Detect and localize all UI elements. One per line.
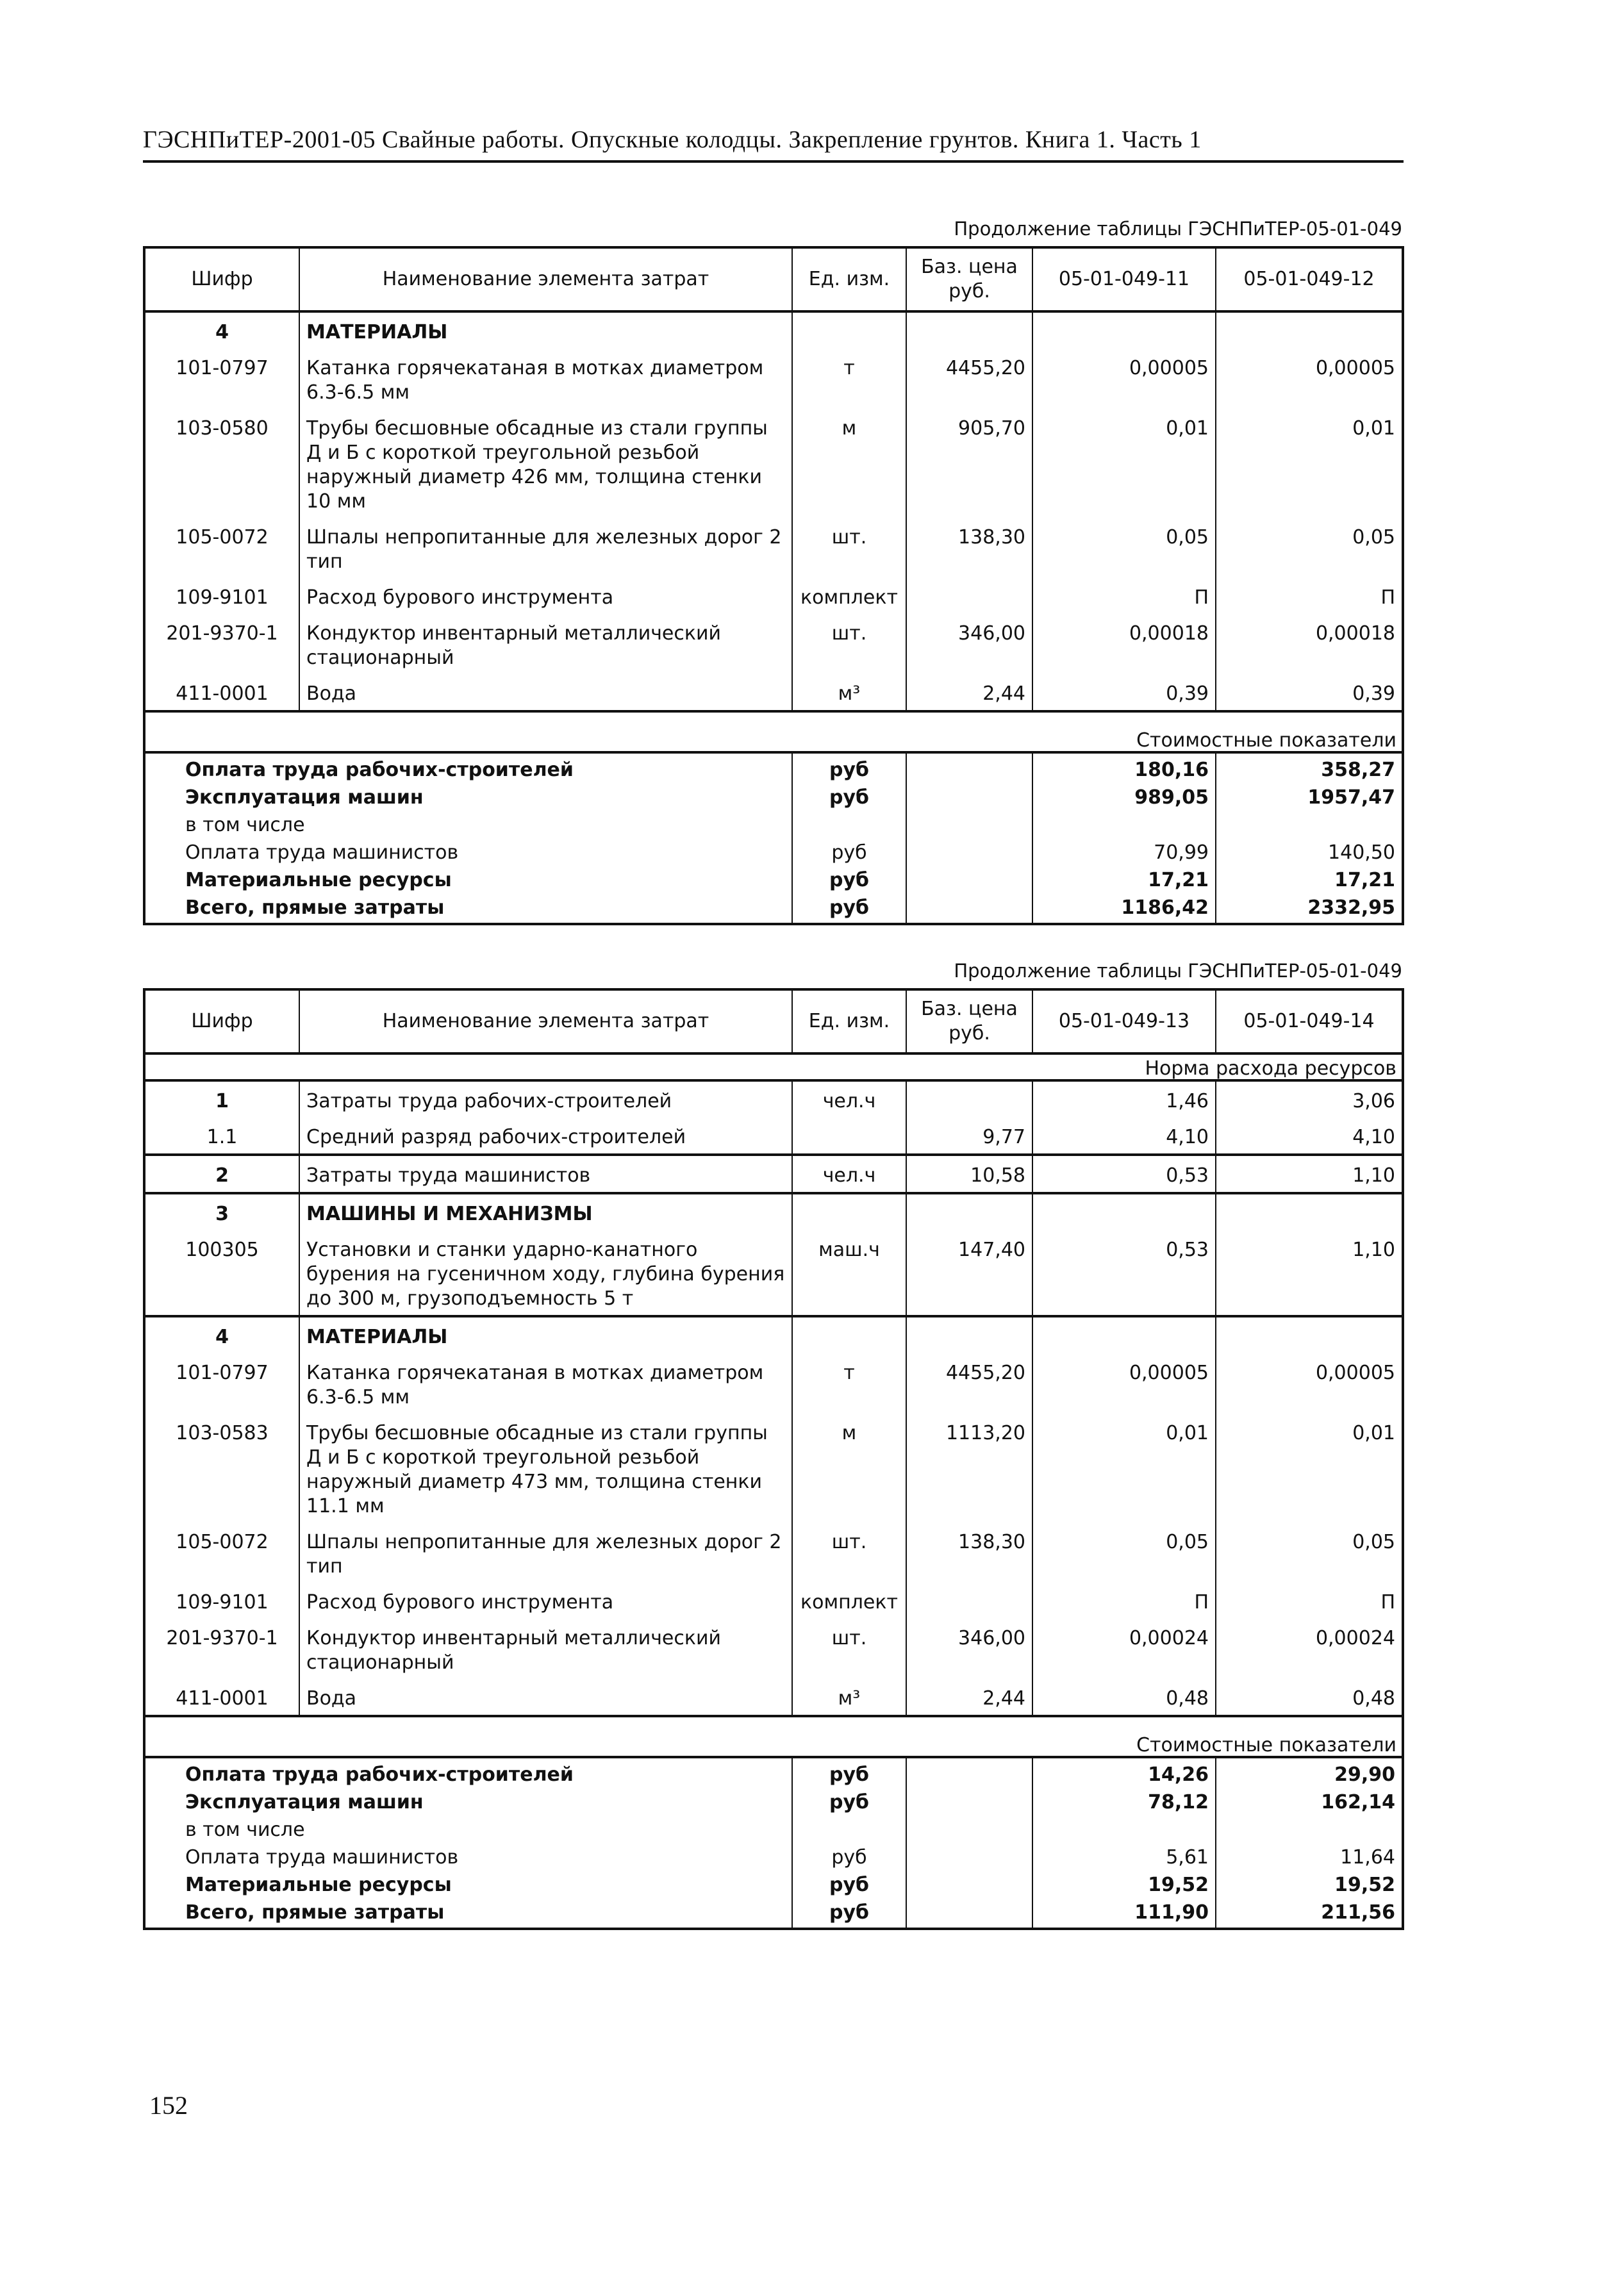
cell-v1: 1,46 bbox=[1032, 1080, 1216, 1118]
cell-price: 4455,20 bbox=[906, 349, 1032, 409]
cell-code: 105-0072 bbox=[144, 518, 299, 578]
cell-v1: 0,01 bbox=[1032, 409, 1216, 518]
cost-name: в том числе bbox=[144, 811, 792, 839]
cell-price: 2,44 bbox=[906, 1679, 1032, 1716]
cost-value-2: 29,90 bbox=[1216, 1757, 1403, 1788]
column-header: Баз. цена руб. bbox=[906, 247, 1032, 311]
cell-unit: шт. bbox=[792, 1619, 906, 1679]
cell-v2: 0,00024 bbox=[1216, 1619, 1403, 1679]
cost-price bbox=[906, 1899, 1032, 1929]
cell-name: Катанка горячекатаная в мотках диаметром 6.3-6.5 мм bbox=[299, 1353, 792, 1414]
cell-name: Кондуктор инвентарный металлический стационарный bbox=[299, 614, 792, 674]
cost-row bbox=[144, 1788, 1403, 1816]
table-row bbox=[144, 674, 1403, 711]
cell-name: Затраты труда рабочих-строителей bbox=[299, 1080, 792, 1118]
cell-unit: шт. bbox=[792, 1523, 906, 1583]
cost-label-row bbox=[144, 711, 1403, 752]
column-header: Шифр bbox=[144, 247, 299, 311]
cost-price bbox=[906, 894, 1032, 924]
column-header: Шифр bbox=[144, 989, 299, 1053]
cost-unit: руб bbox=[792, 1871, 906, 1899]
cost-row bbox=[144, 811, 1403, 839]
cost-name: Всего, прямые затраты bbox=[144, 894, 792, 924]
cell-v1: 0,48 bbox=[1032, 1679, 1216, 1716]
cost-row bbox=[144, 894, 1403, 924]
cell-price: 346,00 bbox=[906, 1619, 1032, 1679]
resource-table-2 bbox=[143, 988, 1404, 1930]
cell-v2: 4,10 bbox=[1216, 1118, 1403, 1155]
cost-price bbox=[906, 1757, 1032, 1788]
cell-name: Расход бурового инструмента bbox=[299, 1583, 792, 1619]
table-row bbox=[144, 1155, 1403, 1193]
cell-v2 bbox=[1216, 1316, 1403, 1353]
cost-unit: руб bbox=[792, 784, 906, 811]
cell-price: 2,44 bbox=[906, 674, 1032, 711]
cell-unit: т bbox=[792, 1353, 906, 1414]
cell-price bbox=[906, 1080, 1032, 1118]
cell-v1: 0,00005 bbox=[1032, 1353, 1216, 1414]
cost-row bbox=[144, 1757, 1403, 1788]
cost-price bbox=[906, 784, 1032, 811]
cell-name: Кондуктор инвентарный металлический стационарный bbox=[299, 1619, 792, 1679]
column-header: Наименование элемента затрат bbox=[299, 247, 792, 311]
cost-row bbox=[144, 1899, 1403, 1929]
cell-v1: 0,01 bbox=[1032, 1414, 1216, 1523]
cell-v1: 0,53 bbox=[1032, 1155, 1216, 1193]
cell-code: 4 bbox=[144, 1316, 299, 1353]
cost-row bbox=[144, 1844, 1403, 1871]
table-row bbox=[144, 1080, 1403, 1118]
table-caption: Продолжение таблицы ГЭСНПиТЕР-05-01-049 bbox=[954, 960, 1402, 982]
cell-name: Затраты труда машинистов bbox=[299, 1155, 792, 1193]
table-row bbox=[144, 614, 1403, 674]
cell-name: МАТЕРИАЛЫ bbox=[299, 311, 792, 349]
cell-unit: комплект bbox=[792, 1583, 906, 1619]
cell-price: 10,58 bbox=[906, 1155, 1032, 1193]
table-row bbox=[144, 1523, 1403, 1583]
cell-code: 4 bbox=[144, 311, 299, 349]
cost-value-1 bbox=[1032, 811, 1216, 839]
table-row bbox=[144, 1679, 1403, 1716]
cell-name: Установки и станки ударно-канатного бурения на гусеничном ходу, глубина бурения до 300 м, грузоподъемность 5 т bbox=[299, 1230, 792, 1316]
cell-name: Катанка горячекатаная в мотках диаметром 6.3-6.5 мм bbox=[299, 349, 792, 409]
cost-row bbox=[144, 784, 1403, 811]
cost-row bbox=[144, 839, 1403, 866]
header-row bbox=[144, 247, 1403, 311]
cell-v2: 0,01 bbox=[1216, 1414, 1403, 1523]
cell-v1 bbox=[1032, 311, 1216, 349]
cell-v2 bbox=[1216, 311, 1403, 349]
cell-price bbox=[906, 1316, 1032, 1353]
page-number: 152 bbox=[149, 2091, 188, 2120]
cell-unit: м³ bbox=[792, 674, 906, 711]
cell-v2: П bbox=[1216, 578, 1403, 614]
cost-label-cell bbox=[144, 1716, 1403, 1757]
cost-value-2: 140,50 bbox=[1216, 839, 1403, 866]
cost-value-1: 78,12 bbox=[1032, 1788, 1216, 1816]
cost-name: Оплата труда машинистов bbox=[144, 839, 792, 866]
column-header: Ед. изм. bbox=[792, 247, 906, 311]
cell-unit: маш.ч bbox=[792, 1230, 906, 1316]
cost-value-2: 2332,95 bbox=[1216, 894, 1403, 924]
table-row bbox=[144, 578, 1403, 614]
cell-code: 101-0797 bbox=[144, 1353, 299, 1414]
cell-v1: 0,00024 bbox=[1032, 1619, 1216, 1679]
cell-code: 103-0583 bbox=[144, 1414, 299, 1523]
cost-price bbox=[906, 1816, 1032, 1844]
cost-name: Эксплуатация машин bbox=[144, 1788, 792, 1816]
cell-v2: 0,00018 bbox=[1216, 614, 1403, 674]
cell-code: 100305 bbox=[144, 1230, 299, 1316]
cell-v2: 0,39 bbox=[1216, 674, 1403, 711]
cell-v2: 0,00005 bbox=[1216, 349, 1403, 409]
cell-code: 201-9370-1 bbox=[144, 1619, 299, 1679]
cost-name: Оплата труда машинистов bbox=[144, 1844, 792, 1871]
cell-code: 109-9101 bbox=[144, 578, 299, 614]
cost-row bbox=[144, 1816, 1403, 1844]
cell-v1 bbox=[1032, 1193, 1216, 1230]
cell-v1: 0,39 bbox=[1032, 674, 1216, 711]
cost-unit: руб bbox=[792, 1844, 906, 1871]
cost-name: Всего, прямые затраты bbox=[144, 1899, 792, 1929]
column-header: Ед. изм. bbox=[792, 989, 906, 1053]
cell-price: 1113,20 bbox=[906, 1414, 1032, 1523]
table-row bbox=[144, 1353, 1403, 1414]
cost-unit: руб bbox=[792, 1757, 906, 1788]
cell-name: Шпалы непропитанные для железных дорог 2 тип bbox=[299, 518, 792, 578]
cell-v2: 0,00005 bbox=[1216, 1353, 1403, 1414]
cell-unit: т bbox=[792, 349, 906, 409]
cell-price bbox=[906, 1583, 1032, 1619]
cell-unit: комплект bbox=[792, 578, 906, 614]
cost-value-1 bbox=[1032, 1816, 1216, 1844]
norm-label-cell bbox=[144, 1053, 1403, 1080]
cell-unit bbox=[792, 311, 906, 349]
cell-name: Средний разряд рабочих-строителей bbox=[299, 1118, 792, 1155]
cell-unit: м bbox=[792, 409, 906, 518]
norm-label-row bbox=[144, 1053, 1403, 1080]
cell-code: 3 bbox=[144, 1193, 299, 1230]
cost-value-1: 17,21 bbox=[1032, 866, 1216, 894]
cell-v2: 0,48 bbox=[1216, 1679, 1403, 1716]
table-row bbox=[144, 1619, 1403, 1679]
cost-value-1: 989,05 bbox=[1032, 784, 1216, 811]
cell-v1: 0,53 bbox=[1032, 1230, 1216, 1316]
cost-value-2: 211,56 bbox=[1216, 1899, 1403, 1929]
cost-unit: руб bbox=[792, 1899, 906, 1929]
table-row bbox=[144, 1414, 1403, 1523]
header-rule bbox=[143, 160, 1404, 163]
cost-price bbox=[906, 839, 1032, 866]
cost-row bbox=[144, 1871, 1403, 1899]
cell-v2: 0,05 bbox=[1216, 518, 1403, 578]
cell-price: 147,40 bbox=[906, 1230, 1032, 1316]
norm-label: Норма расхода ресурсов bbox=[1145, 1057, 1396, 1080]
cost-label: Стоимостные показатели bbox=[1136, 1734, 1396, 1756]
cell-price: 905,70 bbox=[906, 409, 1032, 518]
cost-row bbox=[144, 866, 1403, 894]
cost-price bbox=[906, 866, 1032, 894]
table-row bbox=[144, 409, 1403, 518]
cell-v2 bbox=[1216, 1193, 1403, 1230]
cell-v1: 0,05 bbox=[1032, 518, 1216, 578]
cell-v2: 1,10 bbox=[1216, 1155, 1403, 1193]
cell-v1: 0,00005 bbox=[1032, 349, 1216, 409]
cell-code: 103-0580 bbox=[144, 409, 299, 518]
cost-value-1: 14,26 bbox=[1032, 1757, 1216, 1788]
cost-price bbox=[906, 752, 1032, 784]
cost-name: Оплата труда рабочих-строителей bbox=[144, 1757, 792, 1788]
cell-code: 105-0072 bbox=[144, 1523, 299, 1583]
section-row bbox=[144, 1193, 1403, 1230]
cell-unit bbox=[792, 1316, 906, 1353]
cell-name: Шпалы непропитанные для железных дорог 2 тип bbox=[299, 1523, 792, 1583]
cell-price: 346,00 bbox=[906, 614, 1032, 674]
cost-unit bbox=[792, 1816, 906, 1844]
cost-label: Стоимостные показатели bbox=[1136, 729, 1396, 752]
cell-unit: чел.ч bbox=[792, 1080, 906, 1118]
column-header: 05-01-049-11 bbox=[1032, 247, 1216, 311]
cost-name: Оплата труда рабочих-строителей bbox=[144, 752, 792, 784]
cost-value-1: 111,90 bbox=[1032, 1899, 1216, 1929]
cost-value-1: 70,99 bbox=[1032, 839, 1216, 866]
cell-code: 2 bbox=[144, 1155, 299, 1193]
cost-label-row bbox=[144, 1716, 1403, 1757]
cell-name: Трубы бесшовные обсадные из стали группы Д и Б с короткой треугольной резьбой наружный диаметр 473 мм, толщина стенки 11.1 мм bbox=[299, 1414, 792, 1523]
cost-value-2: 11,64 bbox=[1216, 1844, 1403, 1871]
cost-unit: руб bbox=[792, 866, 906, 894]
column-header: 05-01-049-14 bbox=[1216, 989, 1403, 1053]
cost-label-cell bbox=[144, 711, 1403, 752]
cell-code: 411-0001 bbox=[144, 1679, 299, 1716]
table-row bbox=[144, 349, 1403, 409]
cost-row bbox=[144, 752, 1403, 784]
cell-v1: 0,00018 bbox=[1032, 614, 1216, 674]
cost-value-2: 358,27 bbox=[1216, 752, 1403, 784]
cell-unit bbox=[792, 1193, 906, 1230]
cell-unit: шт. bbox=[792, 614, 906, 674]
cell-code: 1 bbox=[144, 1080, 299, 1118]
column-header: 05-01-049-12 bbox=[1216, 247, 1403, 311]
cell-price: 138,30 bbox=[906, 1523, 1032, 1583]
cost-price bbox=[906, 1844, 1032, 1871]
cell-name: Вода bbox=[299, 674, 792, 711]
cell-v2: 1,10 bbox=[1216, 1230, 1403, 1316]
header-row bbox=[144, 989, 1403, 1053]
cell-name: МАШИНЫ И МЕХАНИЗМЫ bbox=[299, 1193, 792, 1230]
cost-value-1: 180,16 bbox=[1032, 752, 1216, 784]
cell-unit: чел.ч bbox=[792, 1155, 906, 1193]
cell-v2: 0,01 bbox=[1216, 409, 1403, 518]
cost-price bbox=[906, 811, 1032, 839]
cost-value-1: 1186,42 bbox=[1032, 894, 1216, 924]
cost-value-2: 17,21 bbox=[1216, 866, 1403, 894]
cost-unit: руб bbox=[792, 1788, 906, 1816]
cost-name: Эксплуатация машин bbox=[144, 784, 792, 811]
section-row bbox=[144, 1316, 1403, 1353]
cell-code: 201-9370-1 bbox=[144, 614, 299, 674]
column-header: Баз. цена руб. bbox=[906, 989, 1032, 1053]
cost-name: Материальные ресурсы bbox=[144, 866, 792, 894]
cost-value-2 bbox=[1216, 811, 1403, 839]
cost-value-1: 5,61 bbox=[1032, 1844, 1216, 1871]
cell-unit: м bbox=[792, 1414, 906, 1523]
table-row bbox=[144, 518, 1403, 578]
cell-unit: шт. bbox=[792, 518, 906, 578]
section-row bbox=[144, 311, 1403, 349]
running-head: ГЭСНПиТЕР-2001-05 Свайные работы. Опускные колодцы. Закрепление грунтов. Книга 1. Часть 1 bbox=[143, 126, 1202, 153]
cost-name: Материальные ресурсы bbox=[144, 1871, 792, 1899]
cell-unit bbox=[792, 1118, 906, 1155]
column-header: Наименование элемента затрат bbox=[299, 989, 792, 1053]
cost-value-2: 19,52 bbox=[1216, 1871, 1403, 1899]
cost-unit: руб bbox=[792, 894, 906, 924]
table-row bbox=[144, 1230, 1403, 1316]
cell-v1 bbox=[1032, 1316, 1216, 1353]
cost-unit bbox=[792, 811, 906, 839]
cost-value-2: 1957,47 bbox=[1216, 784, 1403, 811]
cost-value-2 bbox=[1216, 1816, 1403, 1844]
cell-code: 411-0001 bbox=[144, 674, 299, 711]
cost-unit: руб bbox=[792, 839, 906, 866]
cell-v2: П bbox=[1216, 1583, 1403, 1619]
cost-price bbox=[906, 1871, 1032, 1899]
cell-name: Трубы бесшовные обсадные из стали группы Д и Б с короткой треугольной резьбой наружный диаметр 426 мм, толщина стенки 10 мм bbox=[299, 409, 792, 518]
table-row bbox=[144, 1118, 1403, 1155]
cell-v1: П bbox=[1032, 1583, 1216, 1619]
cell-v2: 0,05 bbox=[1216, 1523, 1403, 1583]
cell-price bbox=[906, 1193, 1032, 1230]
cell-code: 109-9101 bbox=[144, 1583, 299, 1619]
table-caption: Продолжение таблицы ГЭСНПиТЕР-05-01-049 bbox=[954, 218, 1402, 240]
cost-value-2: 162,14 bbox=[1216, 1788, 1403, 1816]
cost-name: в том числе bbox=[144, 1816, 792, 1844]
cell-v2: 3,06 bbox=[1216, 1080, 1403, 1118]
cost-price bbox=[906, 1788, 1032, 1816]
cell-price: 4455,20 bbox=[906, 1353, 1032, 1414]
cell-price bbox=[906, 311, 1032, 349]
resource-table-1 bbox=[143, 246, 1404, 925]
cell-price: 138,30 bbox=[906, 518, 1032, 578]
cell-unit: м³ bbox=[792, 1679, 906, 1716]
cost-unit: руб bbox=[792, 752, 906, 784]
cell-price: 9,77 bbox=[906, 1118, 1032, 1155]
cell-v1: 4,10 bbox=[1032, 1118, 1216, 1155]
cell-price bbox=[906, 578, 1032, 614]
cell-name: МАТЕРИАЛЫ bbox=[299, 1316, 792, 1353]
table-row bbox=[144, 1583, 1403, 1619]
cell-code: 101-0797 bbox=[144, 349, 299, 409]
cell-name: Расход бурового инструмента bbox=[299, 578, 792, 614]
cost-value-1: 19,52 bbox=[1032, 1871, 1216, 1899]
cell-code: 1.1 bbox=[144, 1118, 299, 1155]
column-header: 05-01-049-13 bbox=[1032, 989, 1216, 1053]
cell-v1: П bbox=[1032, 578, 1216, 614]
cell-name: Вода bbox=[299, 1679, 792, 1716]
cell-v1: 0,05 bbox=[1032, 1523, 1216, 1583]
